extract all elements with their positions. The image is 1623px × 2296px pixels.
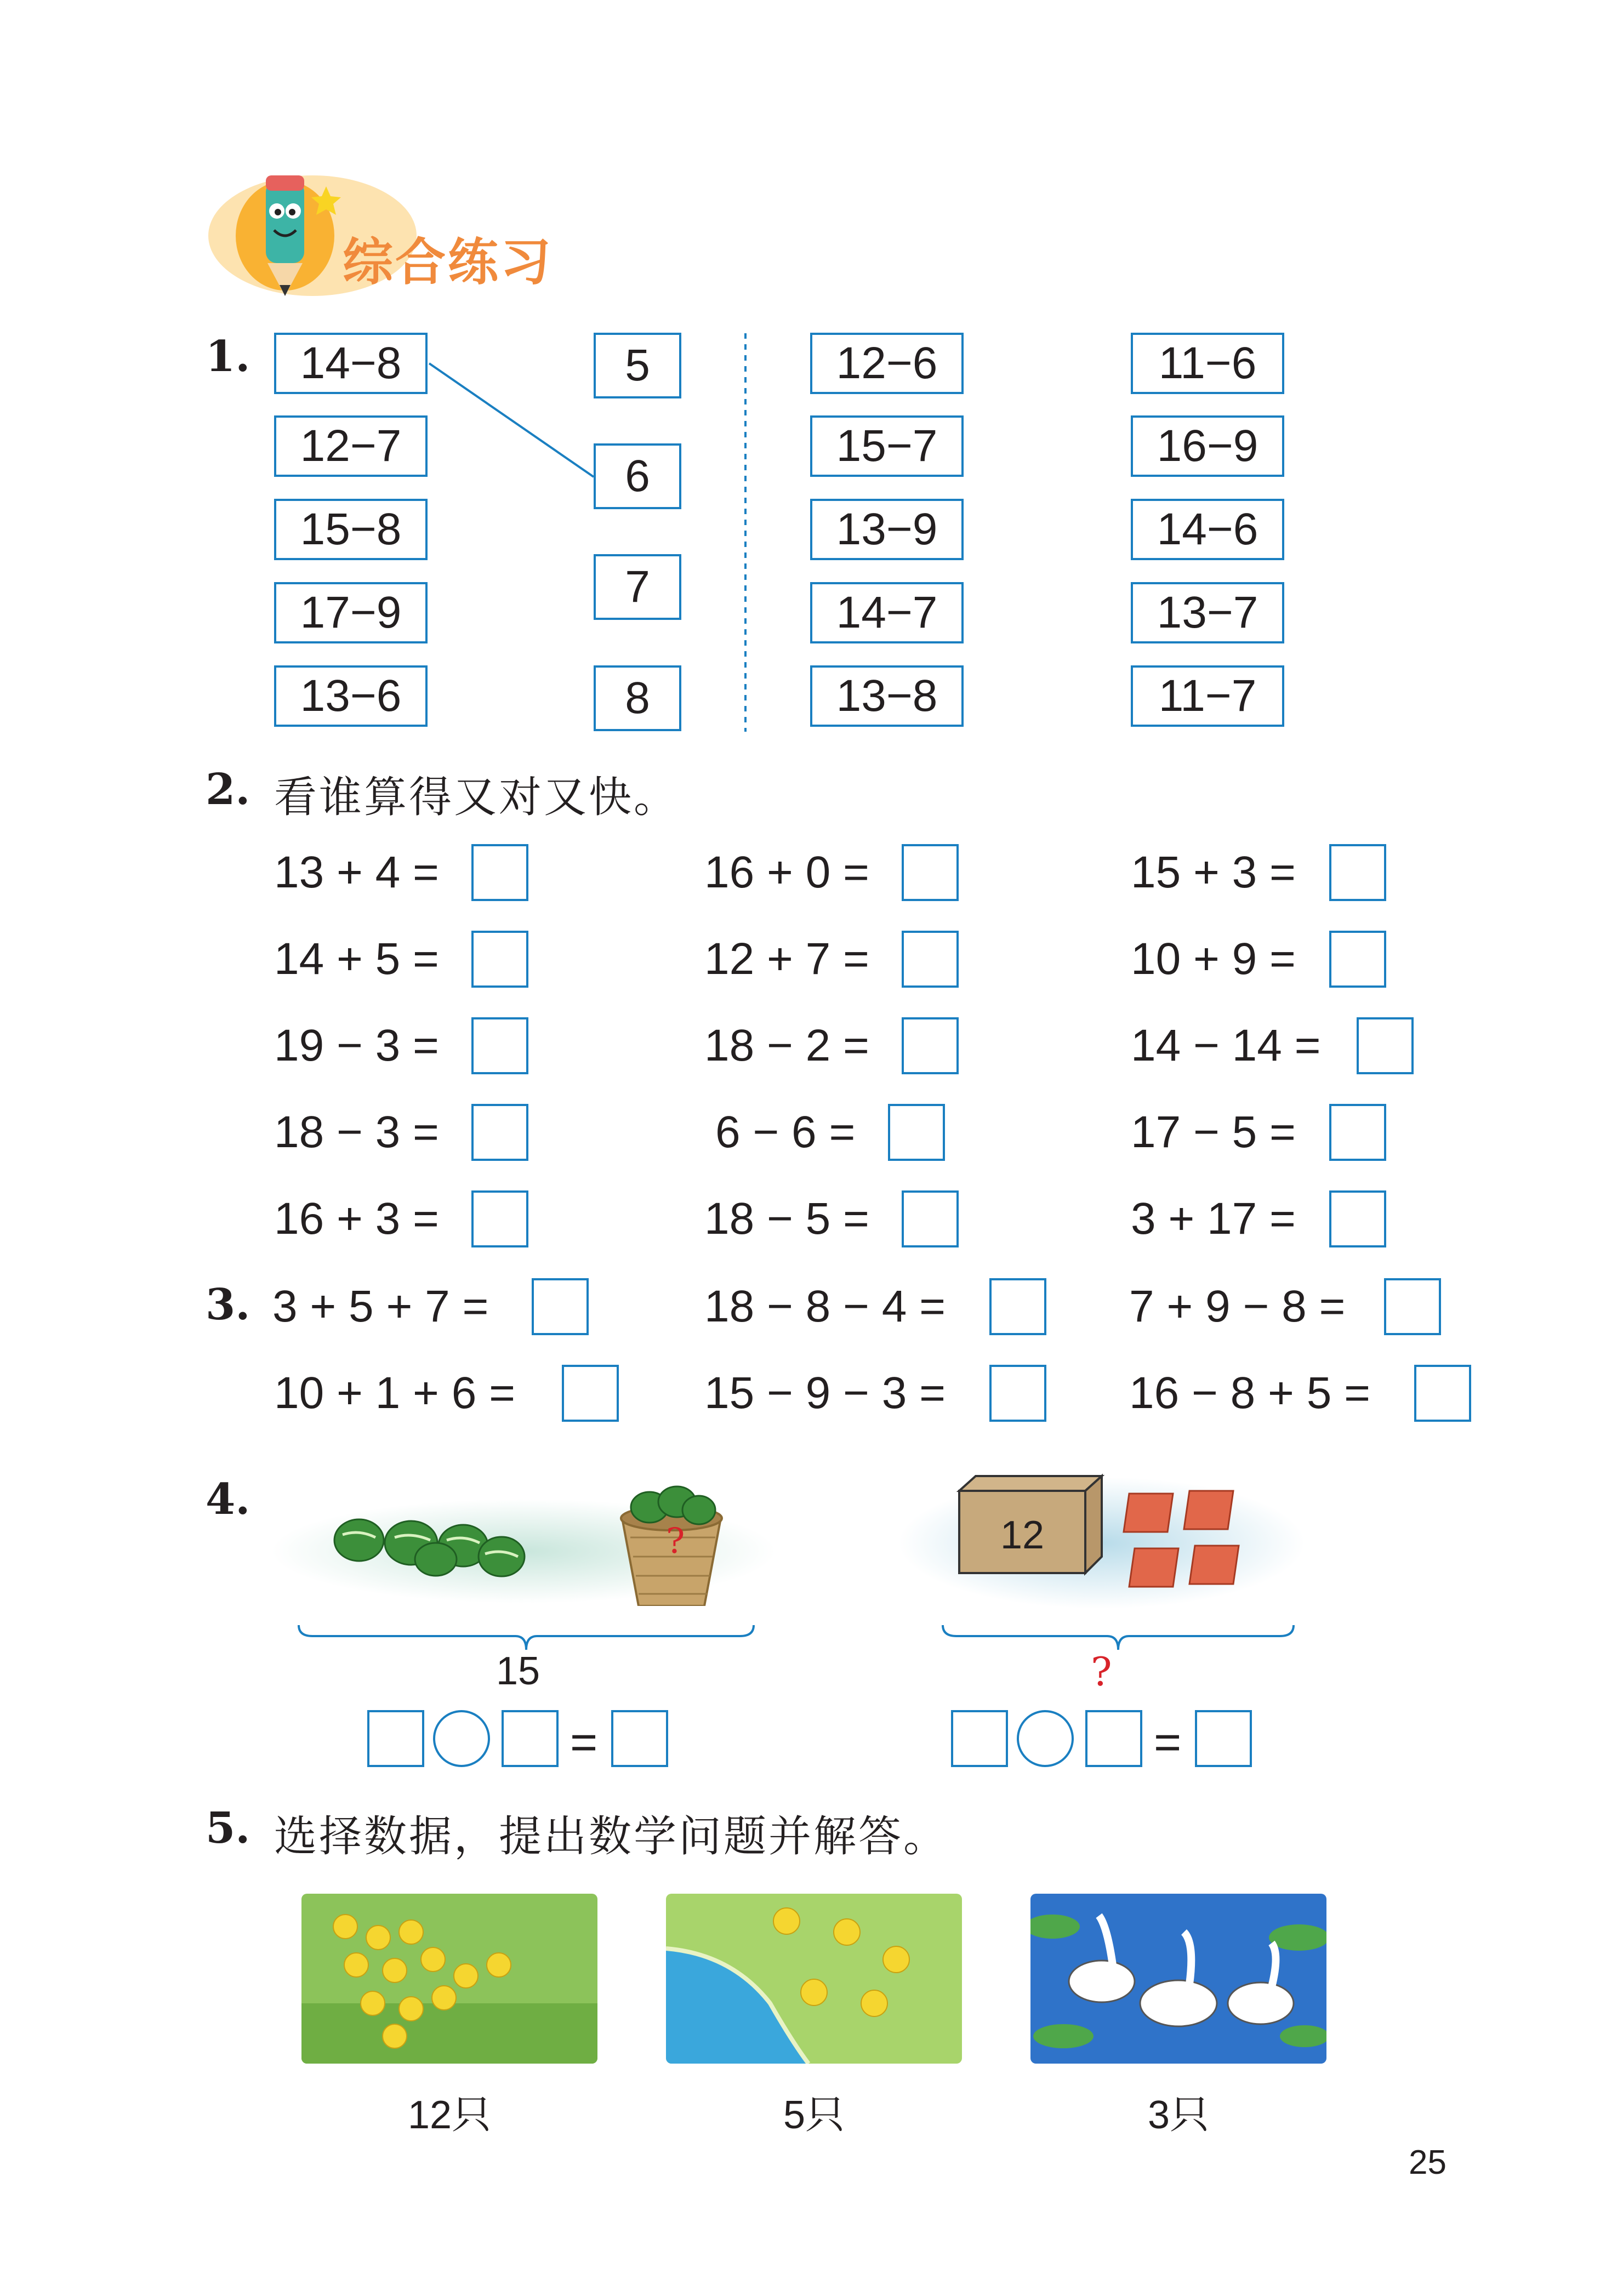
q1-mid-expression[interactable]: 13−8: [810, 665, 964, 727]
q3-equation: 16 − 8 + 5 =: [1129, 1368, 1370, 1418]
answer-blank[interactable]: [502, 1710, 559, 1767]
picture-label: 5只: [783, 2093, 845, 2137]
page-number: 25: [1409, 2144, 1447, 2181]
q3-equation: 15 − 9 − 3 =: [704, 1368, 946, 1418]
q1-left-expression[interactable]: 12−7: [274, 415, 428, 477]
answer-blank[interactable]: [562, 1365, 619, 1422]
q2-equation: 10 + 9 =: [1131, 934, 1296, 984]
answer-blank[interactable]: [471, 1104, 528, 1161]
q1-mid-expression[interactable]: 14−7: [810, 582, 964, 643]
q2-number: 2.: [206, 765, 250, 814]
right-brace: [940, 1622, 1296, 1655]
picture-label: 12只: [407, 2093, 492, 2137]
q2-equation: 6 − 6 =: [715, 1107, 856, 1157]
answer-blank[interactable]: [471, 931, 528, 988]
q2-equation: 12 + 7 =: [704, 934, 869, 984]
q2-equation: 13 + 4 =: [274, 847, 439, 897]
right-total: ?: [1091, 1649, 1112, 1695]
q2-equation: 3 + 17 =: [1131, 1194, 1296, 1244]
q3-equation: 7 + 9 − 8 =: [1129, 1281, 1346, 1331]
q2-equation: 14 − 14 =: [1131, 1021, 1321, 1070]
answer-blank[interactable]: [1329, 1190, 1386, 1247]
answer-blank[interactable]: [902, 931, 959, 988]
q4-number: 4.: [206, 1474, 250, 1524]
answer-blank[interactable]: [1195, 1710, 1252, 1767]
answer-blank[interactable]: [1329, 1104, 1386, 1161]
q1-answer-box[interactable]: 8: [594, 665, 681, 731]
answer-blank[interactable]: [1329, 844, 1386, 901]
q1-left-expression[interactable]: 13−6: [274, 665, 428, 727]
chicks-illustration: [301, 1894, 597, 2064]
q1-right-expression[interactable]: 16−9: [1131, 415, 1284, 477]
answer-blank[interactable]: [902, 844, 959, 901]
picture-label: 3只: [1147, 2093, 1210, 2137]
page-title: 综合练习: [343, 235, 554, 290]
answer-blank[interactable]: [902, 1190, 959, 1247]
q1-number: 1.: [206, 332, 250, 381]
q1-right-expression[interactable]: 14−6: [1131, 499, 1284, 560]
operator-circle[interactable]: [1017, 1710, 1074, 1767]
q1-right-expression[interactable]: 11−7: [1131, 665, 1284, 727]
q1-mid-expression[interactable]: 15−7: [810, 415, 964, 477]
watermelon-illustration: [271, 1447, 776, 1606]
answer-blank[interactable]: [471, 844, 528, 901]
q2-equation: 15 + 3 =: [1131, 847, 1296, 897]
answer-blank[interactable]: [989, 1365, 1046, 1422]
answer-blank[interactable]: [1384, 1278, 1441, 1335]
answer-blank[interactable]: [367, 1710, 424, 1767]
equals-sign: =: [570, 1716, 598, 1769]
q1-left-expression[interactable]: 17−9: [274, 582, 428, 643]
chicks-picture: [301, 1894, 597, 2064]
basket-question-mark: ?: [666, 1521, 685, 1562]
answer-blank[interactable]: [888, 1104, 945, 1161]
q5-number: 5.: [206, 1803, 250, 1853]
answer-blank[interactable]: [1414, 1365, 1471, 1422]
answer-blank[interactable]: [471, 1017, 528, 1074]
q2-equation: 14 + 5 =: [274, 934, 439, 984]
q1-left-expression[interactable]: 14−8: [274, 333, 428, 394]
q2-equation: 19 − 3 =: [274, 1021, 439, 1070]
geese-picture: [1030, 1894, 1326, 2064]
q2-equation: 17 − 5 =: [1131, 1107, 1296, 1157]
q1-left-expression[interactable]: 15−8: [274, 499, 428, 560]
q1-right-expression[interactable]: 13−7: [1131, 582, 1284, 643]
box-label: 12: [1000, 1513, 1045, 1557]
q3-equation: 10 + 1 + 6 =: [274, 1368, 515, 1418]
answer-blank[interactable]: [989, 1278, 1046, 1335]
answer-blank[interactable]: [1329, 931, 1386, 988]
q2-equation: 18 − 5 =: [704, 1194, 869, 1244]
q5-instruction: 选择数据，提出数学问题并解答。: [274, 1812, 949, 1861]
answer-blank[interactable]: [532, 1278, 589, 1335]
q1-answer-box[interactable]: 6: [594, 443, 681, 509]
answer-blank[interactable]: [611, 1710, 668, 1767]
q2-equation: 18 − 2 =: [704, 1021, 869, 1070]
books-scene: [899, 1461, 1305, 1620]
q3-equation: 18 − 8 − 4 =: [704, 1281, 946, 1331]
q1-answer-box[interactable]: 5: [594, 333, 681, 398]
q2-instruction: 看谁算得又对又快。: [274, 773, 679, 822]
watermelon-scene: [271, 1447, 776, 1606]
chicks-by-pond-picture: [666, 1894, 962, 2064]
box-and-books-illustration: [899, 1461, 1305, 1620]
pond-chicks-illustration: [666, 1894, 962, 2064]
q2-equation: 18 − 3 =: [274, 1107, 439, 1157]
q2-equation: 16 + 0 =: [704, 847, 869, 897]
q1-answer-box[interactable]: 7: [594, 554, 681, 620]
answer-blank[interactable]: [1085, 1710, 1142, 1767]
left-total: 15: [496, 1649, 540, 1693]
answer-blank[interactable]: [902, 1017, 959, 1074]
q3-equation: 3 + 5 + 7 =: [272, 1281, 489, 1331]
answer-blank[interactable]: [1357, 1017, 1414, 1074]
operator-circle[interactable]: [433, 1710, 490, 1767]
q1-mid-expression[interactable]: 13−9: [810, 499, 964, 560]
answer-blank[interactable]: [951, 1710, 1008, 1767]
q3-number: 3.: [206, 1280, 250, 1330]
equals-sign: =: [1154, 1716, 1182, 1769]
q2-equation: 16 + 3 =: [274, 1194, 439, 1244]
geese-illustration: [1030, 1894, 1326, 2064]
answer-blank[interactable]: [471, 1190, 528, 1247]
q1-mid-expression[interactable]: 12−6: [810, 333, 964, 394]
q1-right-expression[interactable]: 11−6: [1131, 333, 1284, 394]
